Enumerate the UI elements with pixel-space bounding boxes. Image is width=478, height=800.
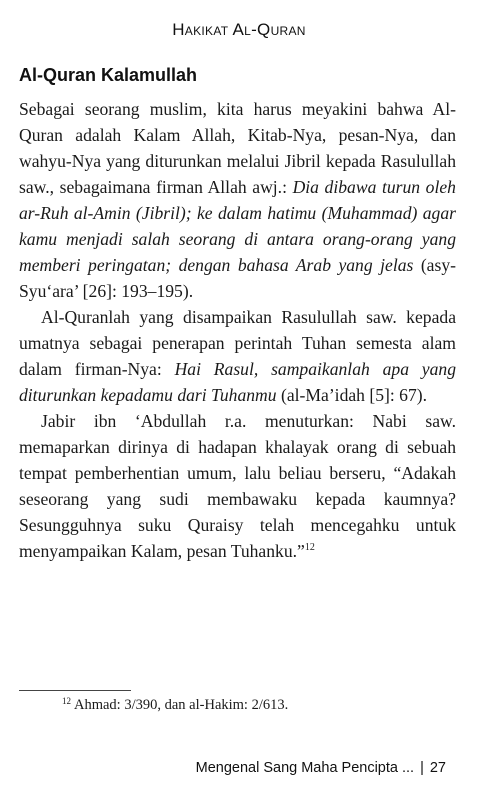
paragraph-1-text-a: Sebagai seorang muslim, kita harus meyakini bahwa Al-Quran adalah Kalam Allah, Kitab-Nya, pesan-Nya, dan wahyu-Nya yang diturunkan melalui Jibril kepada Rasulullah saw., sebagaimana firman Allah awj.:	[19, 99, 456, 197]
paragraph-1-citation: (asy-Syu‘ara’ [26]: 193–195).	[19, 255, 456, 301]
paragraph-2-citation: (al-Ma’idah [5]: 67).	[276, 385, 428, 405]
paragraph-2-quran-quote: Hai Rasul, sampaikanlah apa yang diturunkan kepadamu dari Tuhanmu	[19, 359, 456, 405]
footer-separator: |	[420, 760, 424, 776]
footer-book-title: Mengenal Sang Maha Pencipta ...	[195, 760, 415, 776]
page-number: 27	[429, 760, 446, 776]
footnote-reference[interactable]: 12	[304, 542, 315, 553]
section-heading: Al-Quran Kalamullah	[19, 65, 198, 85]
body-text	[19, 96, 456, 564]
footnote-divider	[19, 690, 131, 691]
paragraph-1-quran-quote: Dia dibawa turun oleh ar-Ruh al-Amin (Jibril); ke dalam hatimu (Muhammad) agar kamu menjadi salah seorang di antara orang-orang yang memberi peringatan; dengan bahasa Arab yang jelas	[19, 177, 456, 275]
running-header-title: Hakikat Al-Quran	[172, 20, 306, 39]
paragraph-3-text: Jabir ibn ‘Abdullah r.a. menuturkan: Nabi saw. memaparkan dirinya di hadapan khalayak orang di sebuah tempat pemberhentian umum, lalu beliau berseru, “Adakah seseorang yang sudi membawaku kepada kaumnya? Sesungguhnya suku Quraisy telah mencegahku untuk menyampaikan Kalam, pesan Tuhanku.”	[19, 411, 456, 561]
paragraph-1	[19, 96, 456, 304]
paragraph-2	[19, 304, 456, 408]
footnote	[62, 697, 288, 714]
footnote-text: Ahmad: 3/390, dan al-Hakim: 2/613.	[74, 697, 289, 713]
footnote-number: 12	[62, 696, 71, 706]
paragraph-2-text-a: Al-Quranlah yang disampaikan Rasulullah saw. kepada umatnya sebagai penerapan perintah Tuhan semesta alam dalam firman-Nya:	[19, 307, 456, 379]
paragraph-3	[19, 408, 456, 564]
page-footer	[196, 760, 446, 776]
